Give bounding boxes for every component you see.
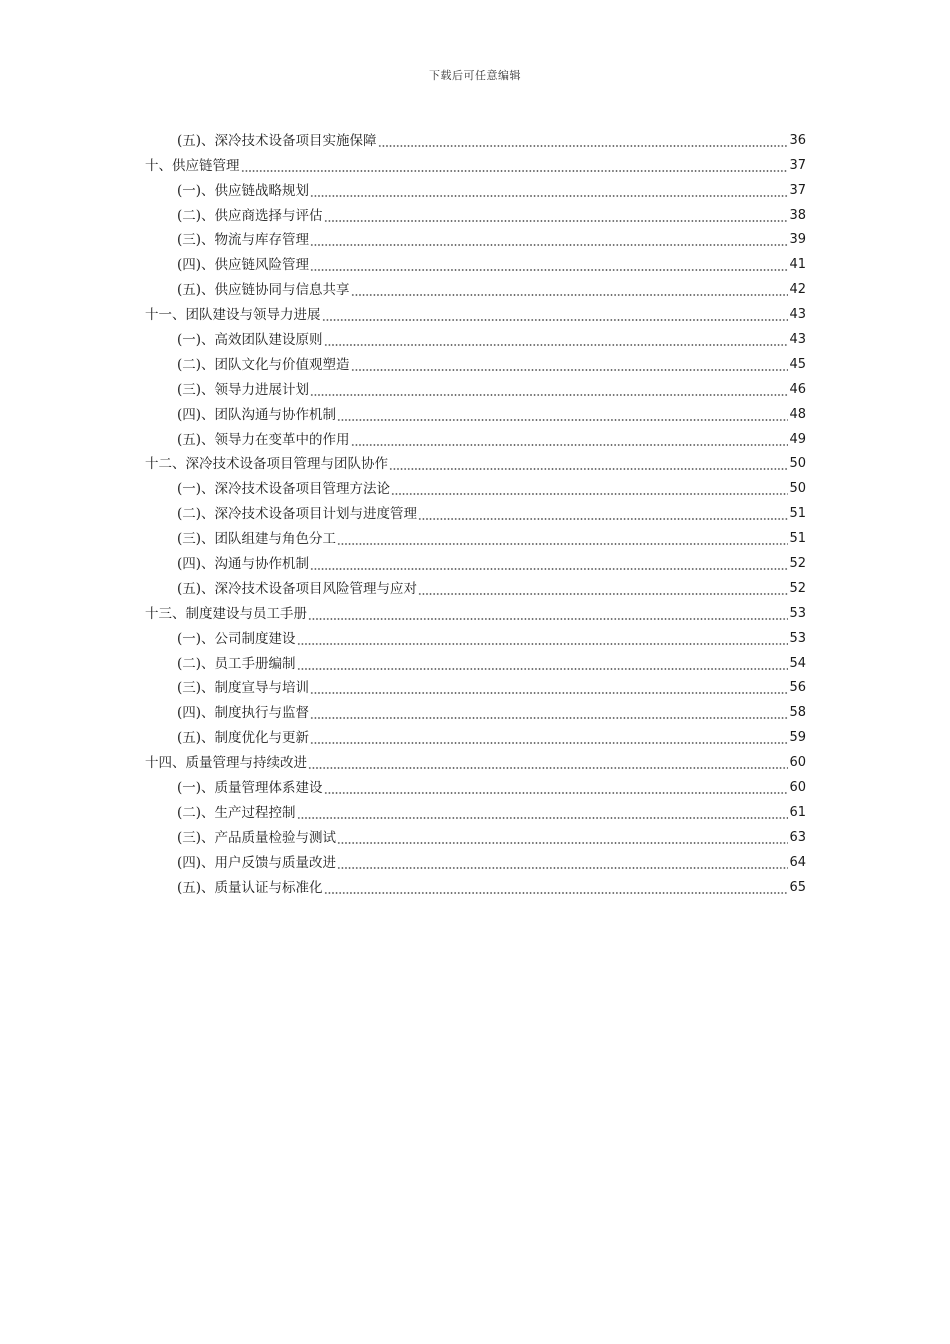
toc-entry-title: (二)、生产过程控制: [177, 804, 296, 821]
toc-page-number: 61: [789, 804, 806, 820]
toc-dot-leader: [310, 244, 788, 246]
toc-dot-leader: [310, 195, 788, 197]
toc-section-entry[interactable]: [145, 574, 806, 599]
toc-entry-title: (三)、团队组建与角色分工: [177, 531, 337, 548]
toc-page-number: 54: [789, 655, 806, 671]
toc-page-number: 64: [789, 854, 806, 870]
toc-entry-title: (三)、产品质量检验与测试: [177, 829, 337, 846]
toc-page-number: 43: [789, 332, 806, 348]
toc-section-entry[interactable]: [145, 400, 806, 425]
toc-page-number: 39: [789, 232, 806, 248]
toc-page-number: 48: [789, 406, 806, 422]
toc-entry-title: (二)、团队文化与价值观塑造: [177, 356, 350, 373]
toc-chapter-entry[interactable]: [145, 748, 806, 773]
toc-section-entry[interactable]: [145, 250, 806, 275]
toc-dot-leader: [310, 269, 788, 271]
toc-section-entry[interactable]: [145, 873, 806, 898]
toc-dot-leader: [308, 618, 788, 620]
toc-page-number: 51: [789, 531, 806, 547]
toc-page-number: 41: [789, 257, 806, 273]
toc-entry-title: 十三、制度建设与员工手册: [145, 605, 307, 622]
toc-section-entry[interactable]: [145, 499, 806, 524]
toc-dot-leader: [310, 692, 788, 694]
toc-dot-leader: [418, 593, 788, 595]
toc-page-number: 50: [789, 456, 806, 472]
toc-page-number: 65: [789, 879, 806, 895]
toc-dot-leader: [308, 767, 788, 769]
toc-entry-title: (二)、供应商选择与评估: [177, 207, 323, 224]
toc-entry-title: 十、供应链管理: [145, 157, 240, 174]
toc-section-entry[interactable]: [145, 350, 806, 375]
toc-chapter-entry[interactable]: [145, 151, 806, 176]
toc-page-number: 60: [789, 780, 806, 796]
toc-entry-title: (一)、深冷技术设备项目管理方法论: [177, 481, 391, 498]
toc-page-number: 53: [789, 630, 806, 646]
toc-section-entry[interactable]: [145, 126, 806, 151]
toc-page-number: 50: [789, 481, 806, 497]
toc-dot-leader: [297, 643, 789, 645]
toc-section-entry[interactable]: [145, 375, 806, 400]
toc-page-number: 58: [789, 705, 806, 721]
toc-dot-leader: [324, 344, 789, 346]
toc-dot-leader: [351, 444, 789, 446]
toc-section-entry[interactable]: [145, 823, 806, 848]
toc-entry-title: (四)、团队沟通与协作机制: [177, 406, 337, 423]
toc-dot-leader: [337, 867, 788, 869]
toc-dot-leader: [297, 668, 789, 670]
toc-section-entry[interactable]: [145, 848, 806, 873]
toc-entry-title: 十二、深冷技术设备项目管理与团队协作: [145, 456, 388, 473]
toc-page-number: 42: [789, 282, 806, 298]
table-of-contents: [145, 126, 806, 898]
toc-section-entry[interactable]: [145, 474, 806, 499]
toc-dot-leader: [241, 170, 789, 172]
toc-chapter-entry[interactable]: [145, 599, 806, 624]
toc-dot-leader: [310, 717, 788, 719]
toc-section-entry[interactable]: [145, 773, 806, 798]
toc-section-entry[interactable]: [145, 649, 806, 674]
toc-dot-leader: [322, 319, 789, 321]
page-header: 下载后可任意编辑: [429, 69, 521, 82]
toc-dot-leader: [310, 394, 788, 396]
toc-section-entry[interactable]: [145, 624, 806, 649]
toc-section-entry[interactable]: [145, 226, 806, 251]
toc-dot-leader: [310, 568, 788, 570]
toc-dot-leader: [324, 220, 789, 222]
toc-entry-title: (四)、供应链风险管理: [177, 257, 310, 274]
toc-entry-title: (四)、用户反馈与质量改进: [177, 854, 337, 871]
toc-dot-leader: [351, 369, 789, 371]
toc-page-number: 37: [789, 182, 806, 198]
toc-page-number: 51: [789, 506, 806, 522]
toc-page-number: 52: [789, 580, 806, 596]
toc-page-number: 53: [789, 605, 806, 621]
toc-page-number: 59: [789, 730, 806, 746]
toc-dot-leader: [337, 419, 788, 421]
toc-page-number: 46: [789, 381, 806, 397]
toc-page-number: 60: [789, 755, 806, 771]
toc-section-entry[interactable]: [145, 698, 806, 723]
toc-dot-leader: [297, 817, 789, 819]
toc-section-entry[interactable]: [145, 524, 806, 549]
toc-page-number: 37: [789, 157, 806, 173]
toc-section-entry[interactable]: [145, 549, 806, 574]
toc-page-number: 63: [789, 829, 806, 845]
toc-entry-title: (三)、物流与库存管理: [177, 232, 310, 249]
toc-dot-leader: [391, 493, 788, 495]
toc-page-number: 36: [789, 132, 806, 148]
toc-entry-title: (三)、领导力进展计划: [177, 381, 310, 398]
toc-dot-leader: [389, 468, 788, 470]
toc-entry-title: (五)、深冷技术设备项目实施保障: [177, 132, 377, 149]
toc-entry-title: (二)、深冷技术设备项目计划与进度管理: [177, 506, 418, 523]
toc-entry-title: 十一、团队建设与领导力进展: [145, 307, 321, 324]
toc-dot-leader: [378, 145, 789, 147]
toc-entry-title: (五)、质量认证与标准化: [177, 879, 323, 896]
toc-dot-leader: [418, 518, 788, 520]
toc-entry-title: 十四、质量管理与持续改进: [145, 755, 307, 772]
toc-page-number: 52: [789, 556, 806, 572]
toc-dot-leader: [324, 892, 789, 894]
toc-page-number: 43: [789, 307, 806, 323]
toc-dot-leader: [324, 792, 789, 794]
toc-section-entry[interactable]: [145, 325, 806, 350]
toc-section-entry[interactable]: [145, 723, 806, 748]
toc-entry-title: (五)、制度优化与更新: [177, 730, 310, 747]
toc-chapter-entry[interactable]: [145, 450, 806, 475]
toc-entry-title: (三)、制度宣导与培训: [177, 680, 310, 697]
toc-section-entry[interactable]: [145, 176, 806, 201]
toc-entry-title: (一)、供应链战略规划: [177, 182, 310, 199]
toc-section-entry[interactable]: [145, 201, 806, 226]
toc-section-entry[interactable]: [145, 674, 806, 699]
toc-page-number: 45: [789, 356, 806, 372]
toc-entry-title: (一)、高效团队建设原则: [177, 332, 323, 349]
toc-section-entry[interactable]: [145, 425, 806, 450]
toc-entry-title: (五)、深冷技术设备项目风险管理与应对: [177, 580, 418, 597]
toc-entry-title: (一)、公司制度建设: [177, 630, 296, 647]
toc-chapter-entry[interactable]: [145, 300, 806, 325]
toc-entry-title: (一)、质量管理体系建设: [177, 780, 323, 797]
toc-section-entry[interactable]: [145, 798, 806, 823]
toc-entry-title: (四)、制度执行与监督: [177, 705, 310, 722]
toc-page-number: 49: [789, 431, 806, 447]
toc-page-number: 56: [789, 680, 806, 696]
toc-entry-title: (二)、员工手册编制: [177, 655, 296, 672]
toc-entry-title: (四)、沟通与协作机制: [177, 556, 310, 573]
toc-dot-leader: [351, 294, 789, 296]
toc-section-entry[interactable]: [145, 275, 806, 300]
toc-page-number: 38: [789, 207, 806, 223]
toc-dot-leader: [337, 842, 788, 844]
toc-dot-leader: [337, 543, 788, 545]
toc-dot-leader: [310, 742, 788, 744]
toc-entry-title: (五)、领导力在变革中的作用: [177, 431, 350, 448]
toc-entry-title: (五)、供应链协同与信息共享: [177, 282, 350, 299]
